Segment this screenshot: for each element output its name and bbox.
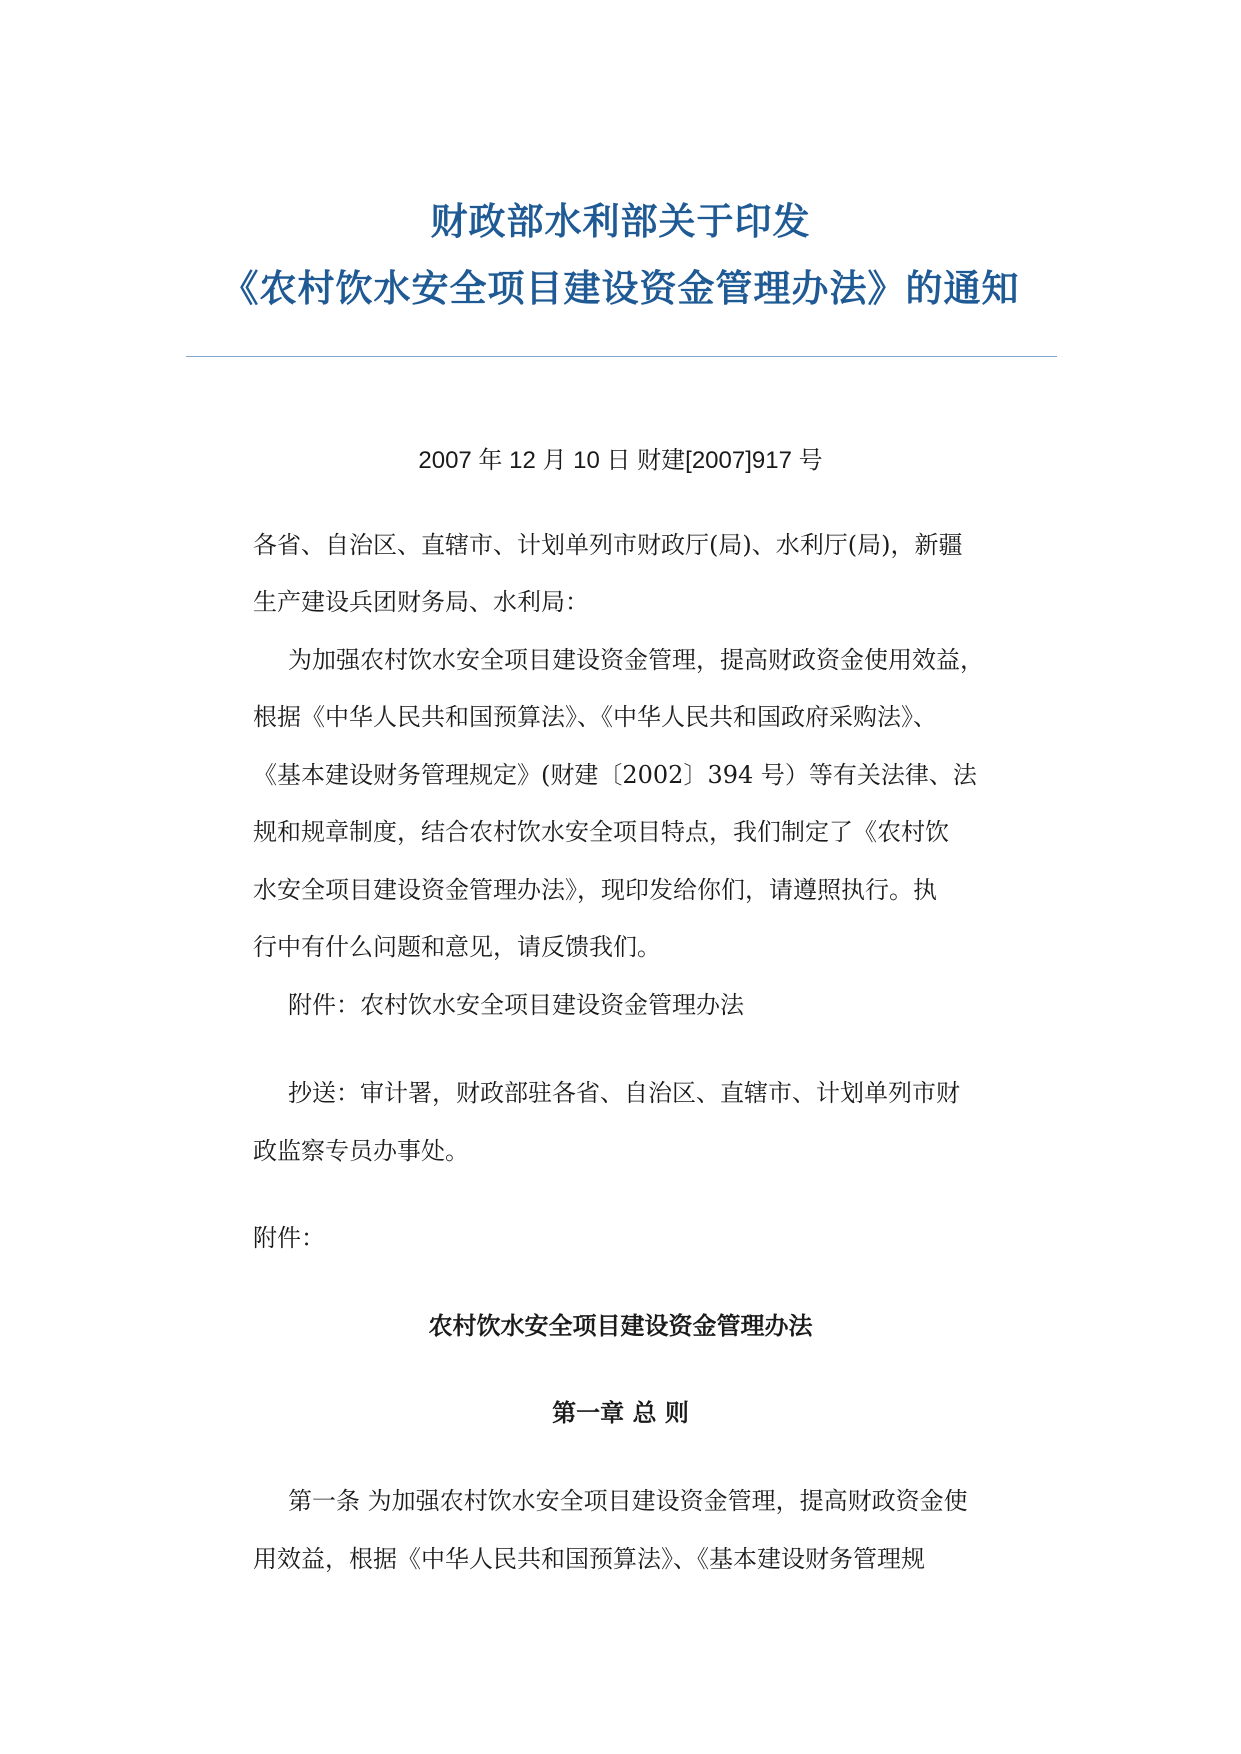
- attachment-title: 农村饮水安全项目建设资金管理办法: [428, 1312, 813, 1340]
- body-line-5: 水安全项目建设资金管理办法》，现印发给你们，请遵照执行。执: [253, 876, 937, 904]
- chapter-title: 第一章 总 则: [552, 1399, 689, 1427]
- cc-line-1: 抄送：审计署，财政部驻各省、自治区、直辖市、计划单列市财: [288, 1079, 960, 1107]
- addressee-line-2: 生产建设兵团财务局、水利局：: [253, 588, 589, 616]
- article-1-line-1: 第一条 为加强农村饮水安全项目建设资金管理，提高财政资金使: [288, 1487, 968, 1515]
- body-line-4: 规和规章制度，结合农村饮水安全项目特点，我们制定了《农村饮: [253, 818, 949, 846]
- body-line-1: 为加强农村饮水安全项目建设资金管理，提高财政资金使用效益，: [288, 646, 984, 674]
- body-line-2: 根据《中华人民共和国预算法》、《中华人民共和国政府采购法》、: [253, 703, 937, 731]
- addressee-line-1: 各省、自治区、直辖市、计划单列市财政厅(局)、水利厅(局)，新疆: [253, 531, 963, 559]
- article-1-line-2: 用效益，根据《中华人民共和国预算法》、《基本建设财务管理规: [253, 1545, 925, 1573]
- page-title-line-1: 财政部水利部关于印发: [430, 199, 811, 243]
- cc-line-2: 政监察专员办事处。: [253, 1137, 469, 1165]
- document-date-and-number: 2007 年 12 月 10 日 财建[2007]917 号: [418, 447, 823, 474]
- title-divider: [186, 356, 1057, 357]
- body-line-3: 《基本建设财务管理规定》(财建〔2002〕394 号）等有关法律、法: [253, 761, 977, 789]
- attachment-label: 附件：: [253, 1224, 325, 1252]
- body-line-6: 行中有什么问题和意见，请反馈我们。: [253, 933, 661, 961]
- attachment-note: 附件：农村饮水安全项目建设资金管理办法: [288, 991, 744, 1019]
- page-title-line-2: 《农村饮水安全项目建设资金管理办法》的通知: [221, 266, 1020, 310]
